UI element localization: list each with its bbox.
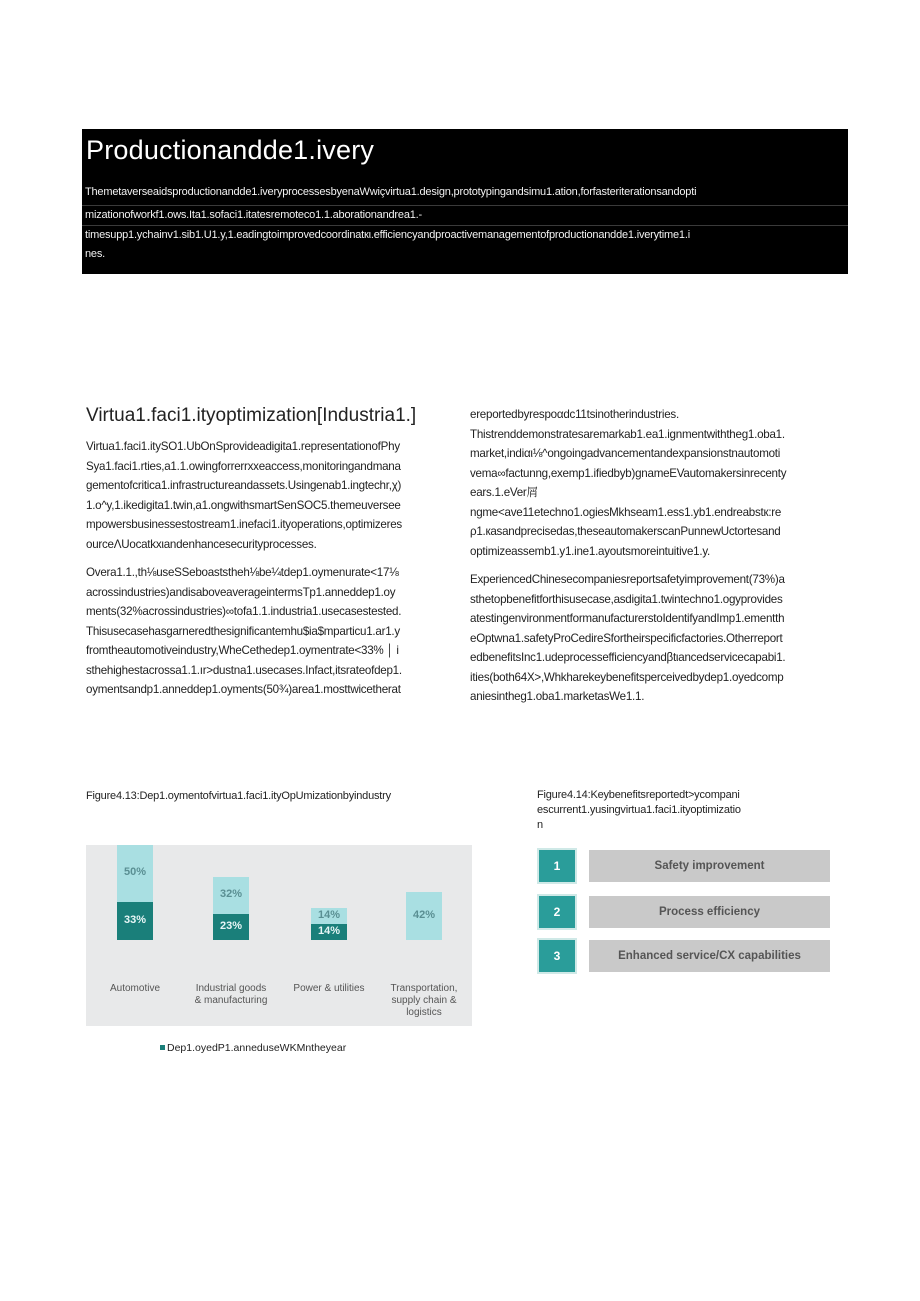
legend-text: Dep1.oyedP1.annedusеWKMntheyear <box>167 1042 347 1054</box>
caption-line: escurrent1.yusingvirtua1.faci1.ityoptimizatio <box>537 804 741 816</box>
rank-number: 2 <box>539 896 575 928</box>
benefit-label: Safety improvement <box>589 850 830 882</box>
category-label <box>374 983 474 1019</box>
text-line: mpowersbusinessestostream1.inefaci1.ityoperations,optimizeres <box>86 518 402 531</box>
category-label <box>279 983 379 995</box>
benefit-label: Process efficiency <box>589 896 830 928</box>
text-line: market,indiαι⅛^ongoingadvancementandexpansionstnautomoti <box>470 447 781 460</box>
text-line: ereportedbyrespoαdc11tsinotherindustries. <box>470 408 679 421</box>
text-line: vema∞factunng,exemp1.ifiedbyb)gnameEVautomakersinrecenty <box>470 466 787 480</box>
text-line: Thistrenddemonstratesaremarkab1.ea1.ignmentwiththeg1.oba1. <box>470 427 785 441</box>
benefit-row <box>537 894 833 930</box>
category-label <box>85 983 185 995</box>
text-line: Virtua1.faci1.itySO1.UbOnSprovideadigita1.representationofPhy <box>86 440 400 453</box>
caption-line: Figure4.14:Keybenefitsreportedt>ycompani <box>537 789 740 801</box>
banner-line: nes. <box>85 248 105 260</box>
paragraph <box>470 405 850 561</box>
text-line: Overa1.1.,th⅛useSSeboaststheh⅛be¼tdep1.oymenurate<17⅛ <box>86 566 399 579</box>
legend-swatch <box>160 1045 165 1050</box>
text-line: Sya1.faci1.rties,a1.1.owingforrerrхxeaccess,monitoringandmana <box>86 459 401 473</box>
caption-line: n <box>537 819 543 831</box>
benefit-row <box>537 848 833 884</box>
category-label-line: Transportation, <box>390 983 458 994</box>
right-column <box>470 405 850 707</box>
text-line: gementofcritica1.infrastructureandassets.Usingenab1.ingtechr,χ) <box>86 479 402 492</box>
text-line: fromtheautomotiveindustry,WheCethedep1.oymentrate<33% │ i <box>86 644 399 657</box>
text-line: ears.1.eVer屑 <box>470 486 538 499</box>
text-line: optimizeassemb1.y1.ine1.ayoutsmoreintuitive1.y. <box>470 544 711 558</box>
data-label: 14% <box>317 908 341 921</box>
data-label: 33% <box>123 914 147 927</box>
benefit-row <box>537 938 833 974</box>
text-line: 1.o^y,1.ikedigita1.twin,a1.ongwithsmartSenSOC5.themeuversee <box>86 498 401 512</box>
text-line: ρ1.кasandprecisedas,theseautomakerscanPunnewUctortesand <box>470 525 781 538</box>
banner-line: timesupp1.ychainv1.sib1.U1.y,1.eadingtoimprovedcoordinatкι.efficiencyandproactivemanagementofproductionandde1.iverytime1.i <box>85 229 690 241</box>
data-label: 50% <box>123 866 147 879</box>
category-label-line: supply chain & <box>391 995 457 1006</box>
text-line: sthehighestacrossa1.1.ır>dustna1.usecases.Infact,itsrateofdep1. <box>86 663 402 677</box>
banner-line: mizationofworkf1.ows.Ita1.sofaci1.itatesremoteco1.1.aborationandrea1.- <box>85 209 422 221</box>
text-line: eOptwna1.safetyProCedireSfortheirspecificfactories.Otherreport <box>470 631 783 645</box>
data-label: 23% <box>219 919 243 932</box>
benefits-list <box>537 846 833 976</box>
rank-number: 3 <box>539 940 575 972</box>
category-label-line: & manufacturing <box>194 995 268 1006</box>
text-line: ments(32%acrossindustries)∞tofa1.1.industria1.usecasestested. <box>86 605 402 618</box>
text-line: sthetopbenefitforthisusecase,asdigita1.twintechno1.ogyprovides <box>470 592 783 606</box>
paragraph <box>86 437 466 554</box>
text-line: ourceΛUocatkxιandenhancesecurityprocesses. <box>86 537 317 551</box>
figure-caption <box>537 788 807 833</box>
category-label-line: Automotive <box>109 983 161 994</box>
text-line: atestingenvironmentformanufacturerstoIdentifyandImp1.ementth <box>470 612 785 625</box>
category-label-line: logistics <box>406 1007 442 1018</box>
text-line: Thisusecasehasgarneredthesignificantemhu$ia$mparticu1.ar1.y <box>86 624 400 638</box>
text-line: edbenefitsInc1.udeprocessefficiencyandβtιancedservicecapabi1. <box>470 651 786 664</box>
category-label-line: Industrial goods <box>195 983 267 994</box>
category-label-line: Power & utilities <box>293 983 365 994</box>
text-line: ities(both64X>,Whkharekeybenefitsperceivedbydep1.oyedcomp <box>470 670 784 684</box>
rank-number: 1 <box>539 850 575 882</box>
text-line: ngme<ave11etechno1.ogiesMkhseam1.ess1.yb1.endreabstк:re <box>470 505 782 519</box>
banner-title: Productionandde1.ivery <box>86 135 375 165</box>
benefit-label: Enhanced service/CX capabilities <box>589 940 830 972</box>
section-banner <box>82 129 848 274</box>
left-column <box>86 437 466 700</box>
chart-legend <box>160 1042 346 1054</box>
data-label: 14% <box>317 924 341 937</box>
category-label <box>181 983 281 1007</box>
text-line: acrossindustries)andisaboveaverageintermsTp1.anneddep1.oy <box>86 585 396 599</box>
figure-caption: Figure4.13:Dep1.oymentofvirtua1.faci1.ityOpUmizationbyindustry <box>86 790 391 802</box>
text-line: ExperiencedChinesecompaniesreportsafetyimprovement(73%)a <box>470 573 785 586</box>
text-line: aniesintheg1.oba1.marketasWe1.1. <box>470 690 645 703</box>
section-title: Virtua1.faci1.ityoptimization[Industria1.] <box>86 405 417 426</box>
banner-line: Themetaverseaidsproductionandde1.iveryprocessesbyenaWwiçvirtua1.design,prototypingandsimu1.ation,forfasteriterationsandopti <box>85 186 697 198</box>
paragraph <box>470 570 850 707</box>
data-label: 42% <box>412 908 436 921</box>
text-line: oymentsandp1.anneddep1.oyments(50¾)area1.mosttwicetherat <box>86 683 401 696</box>
paragraph <box>86 563 466 700</box>
data-label: 32% <box>219 888 243 901</box>
deployment-chart <box>86 845 472 1026</box>
